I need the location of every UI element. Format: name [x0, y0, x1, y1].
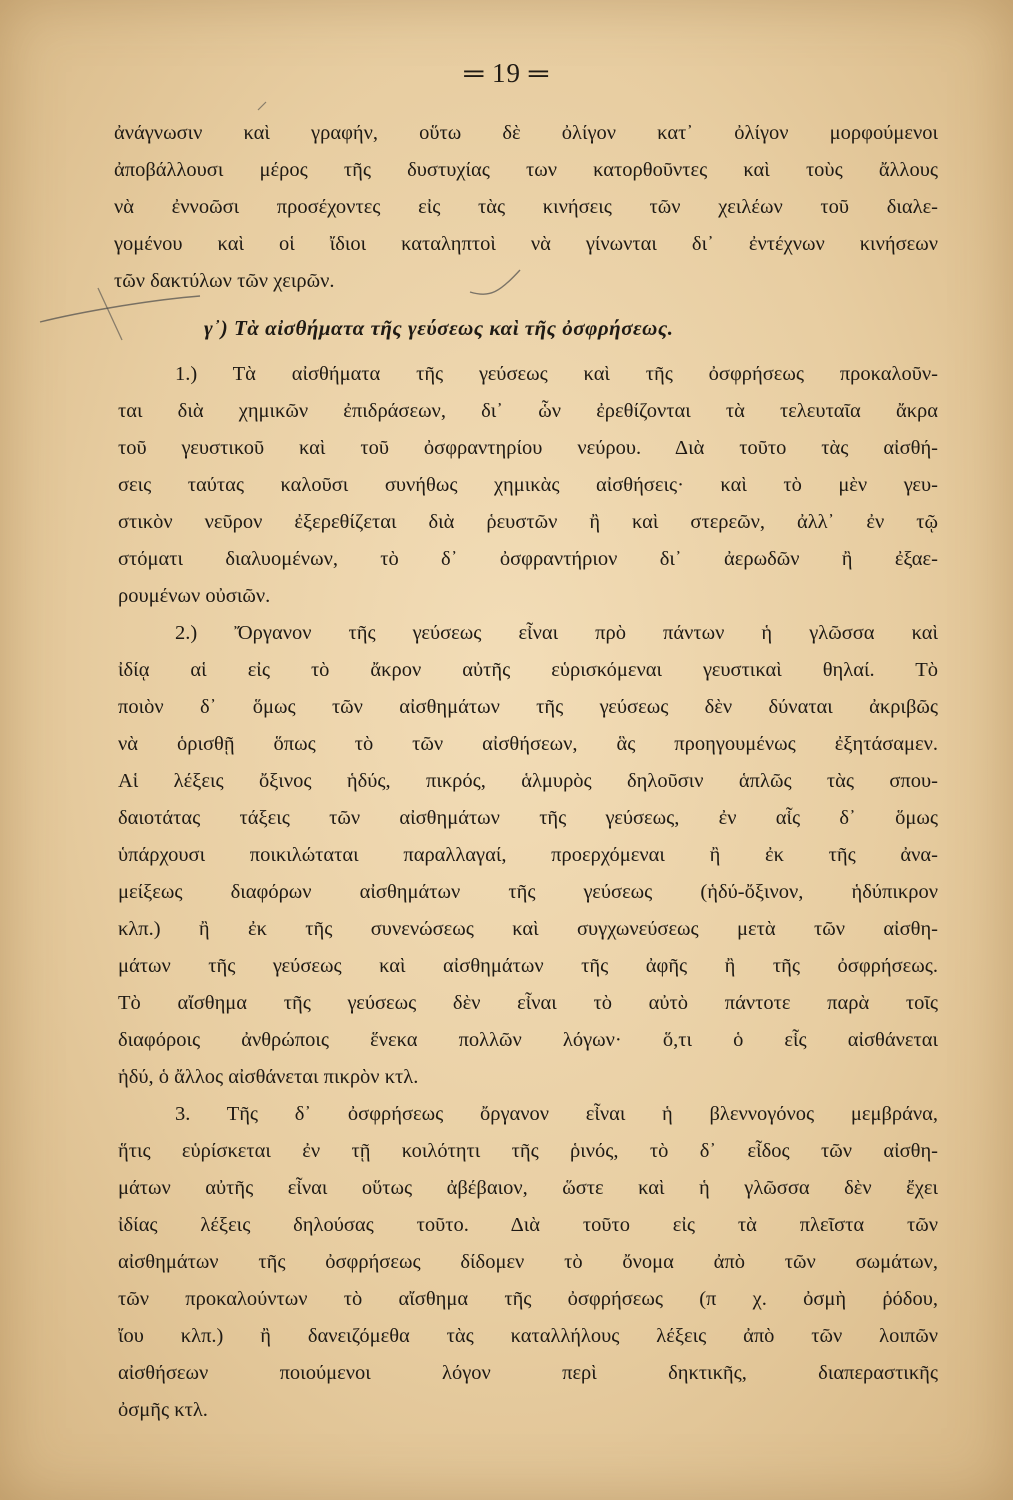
text-line: ται διὰ χημικῶν ἐπιδράσεων, δι᾽ ὧν ἐρεθίζονται τὰ τελευταῖα ἄκρα: [118, 400, 938, 422]
text-line: νὰ ἐννοῶσι προσέχοντες εἰς τὰς κινήσεις τῶν χειλέων τοῦ διαλε-: [114, 196, 938, 218]
text-line: στόματι διαλυομένων, τὸ δ᾽ ὀσφραντήριον δι᾽ ἀερωδῶν ἢ ἐξαε-: [118, 548, 938, 570]
text-line: ἴου κλπ.) ἢ δανειζόμεθα τὰς καταλλήλους λέξεις ἀπὸ τῶν λοιπῶν: [118, 1325, 938, 1347]
paragraph-intro: [114, 115, 938, 300]
section-heading: γ᾽) Τὰ αἰσθήματα τῆς γεύσεως καὶ τῆς ὀσφρήσεως.: [204, 316, 674, 340]
text-line: ἰδίας λέξεις δηλούσας τοῦτο. Διὰ τοῦτο εἰς τὰ πλεῖστα τῶν: [118, 1214, 938, 1236]
text-line: ρουμένων οὐσιῶν.: [118, 585, 271, 607]
text-line: διαφόροις ἀνθρώποις ἕνεκα πολλῶν λόγων· ὅ,τι ὁ εἷς αἰσθάνεται: [118, 1029, 938, 1051]
paragraph-1: [118, 356, 938, 615]
text-line: Αἱ λέξεις ὄξινος ἡδύς, πικρός, ἁλμυρὸς δηλοῦσιν ἁπλῶς τὰς σπου-: [118, 770, 938, 792]
text-line: σεις ταύτας καλοῦσι συνήθως χημικὰς αἰσθήσεις· καὶ τὸ μὲν γευ-: [118, 474, 938, 496]
text-line: τῶν δακτύλων τῶν χειρῶν.: [114, 270, 335, 292]
paragraph-2: [118, 615, 938, 1096]
text-line: 2.) Ὄργανον τῆς γεύσεως εἶναι πρὸ πάντων ἡ γλῶσσα καὶ: [175, 622, 938, 644]
text-line: αἰσθημάτων τῆς ὀσφρήσεως δίδομεν τὸ ὄνομα ἀπὸ τῶν σωμάτων,: [118, 1251, 938, 1273]
paragraph-3: [118, 1096, 938, 1429]
text-line: αἰσθήσεων ποιούμενοι λόγον περὶ δηκτικῆς, διαπεραστικῆς: [118, 1362, 938, 1384]
text-line: στικὸν νεῦρον ἐξερεθίζεται διὰ ῥευστῶν ἢ καὶ στερεῶν, ἀλλ᾽ ἐν τῷ: [118, 511, 938, 533]
text-line: ἥτις εὑρίσκεται ἐν τῇ κοιλότητι τῆς ῥινός, τὸ δ᾽ εἶδος τῶν αἰσθη-: [118, 1140, 938, 1162]
text-line: Τὸ αἴσθημα τῆς γεύσεως δὲν εἶναι τὸ αὐτὸ πάντοτε παρὰ τοῖς: [118, 992, 938, 1014]
text-line: ἰδίᾳ αἱ εἰς τὸ ἄκρον αὐτῆς εὑρισκόμεναι γευστικαὶ θηλαί. Τὸ: [118, 659, 938, 681]
body-text: [114, 115, 938, 1429]
text-line: ὀσμῆς κτλ.: [118, 1399, 208, 1421]
text-line: δαιοτάτας τάξεις τῶν αἰσθημάτων τῆς γεύσεως, ἐν αἷς δ᾽ ὅμως: [118, 807, 938, 829]
text-line: κλπ.) ἢ ἐκ τῆς συνενώσεως καὶ συγχωνεύσεως μετὰ τῶν αἰσθη-: [118, 918, 938, 940]
text-line: 1.) Τὰ αἰσθήματα τῆς γεύσεως καὶ τῆς ὀσφρήσεως προκαλοῦν-: [175, 363, 938, 385]
text-line: μάτων τῆς γεύσεως καὶ αἰσθημάτων τῆς ἀφῆς ἢ τῆς ὀσφρήσεως.: [118, 955, 938, 977]
text-line: τῶν προκαλούντων τὸ αἴσθημα τῆς ὀσφρήσεως (π χ. ὀσμὴ ῥόδου,: [118, 1288, 938, 1310]
text-line: ὑπάρχουσι ποικιλώταται παραλλαγαί, προερχόμεναι ἢ ἐκ τῆς ἀνα-: [118, 844, 938, 866]
text-line: ποιὸν δ᾽ ὅμως τῶν αἰσθημάτων τῆς γεύσεως δὲν δύναται ἀκριβῶς: [118, 696, 938, 718]
page-number: ═ 19 ═: [464, 58, 549, 88]
text-line: ἀποβάλλουσι μέρος τῆς δυστυχίας των κατορθοῦντες καὶ τοὺς ἄλλους: [114, 159, 938, 181]
text-line: ἡδύ, ὁ ἄλλος αἰσθάνεται πικρὸν κτλ.: [118, 1066, 419, 1088]
text-line: γομένου καὶ οἱ ἴδιοι καταληπτοὶ νὰ γίνωνται δι᾽ ἐντέχνων κινήσεων: [114, 233, 938, 255]
text-line: ἀνάγνωσιν καὶ γραφήν, οὕτω δὲ ὀλίγον κατ᾽ ὀλίγον μορφούμενοι: [114, 122, 938, 144]
text-line: μάτων αὐτῆς εἶναι οὕτως ἀβέβαιον, ὥστε καὶ ἡ γλῶσσα δὲν ἔχει: [118, 1177, 938, 1199]
text-line: 3. Τῆς δ᾽ ὀσφρήσεως ὄργανον εἶναι ἡ βλεννογόνος μεμβράνα,: [175, 1103, 938, 1125]
pencil-tick-top: [258, 102, 266, 110]
text-line: νὰ ὁρισθῇ ὅπως τὸ τῶν αἰσθήσεων, ἃς προηγουμένως ἐξητάσαμεν.: [118, 733, 938, 755]
text-line: μείξεως διαφόρων αἰσθημάτων τῆς γεύσεως (ἡδύ-ὄξινον, ἡδύπικρον: [118, 881, 938, 903]
text-line: τοῦ γευστικοῦ καὶ τοῦ ὀσφραντηρίου νεύρου. Διὰ τοῦτο τὰς αἰσθή-: [118, 437, 938, 459]
